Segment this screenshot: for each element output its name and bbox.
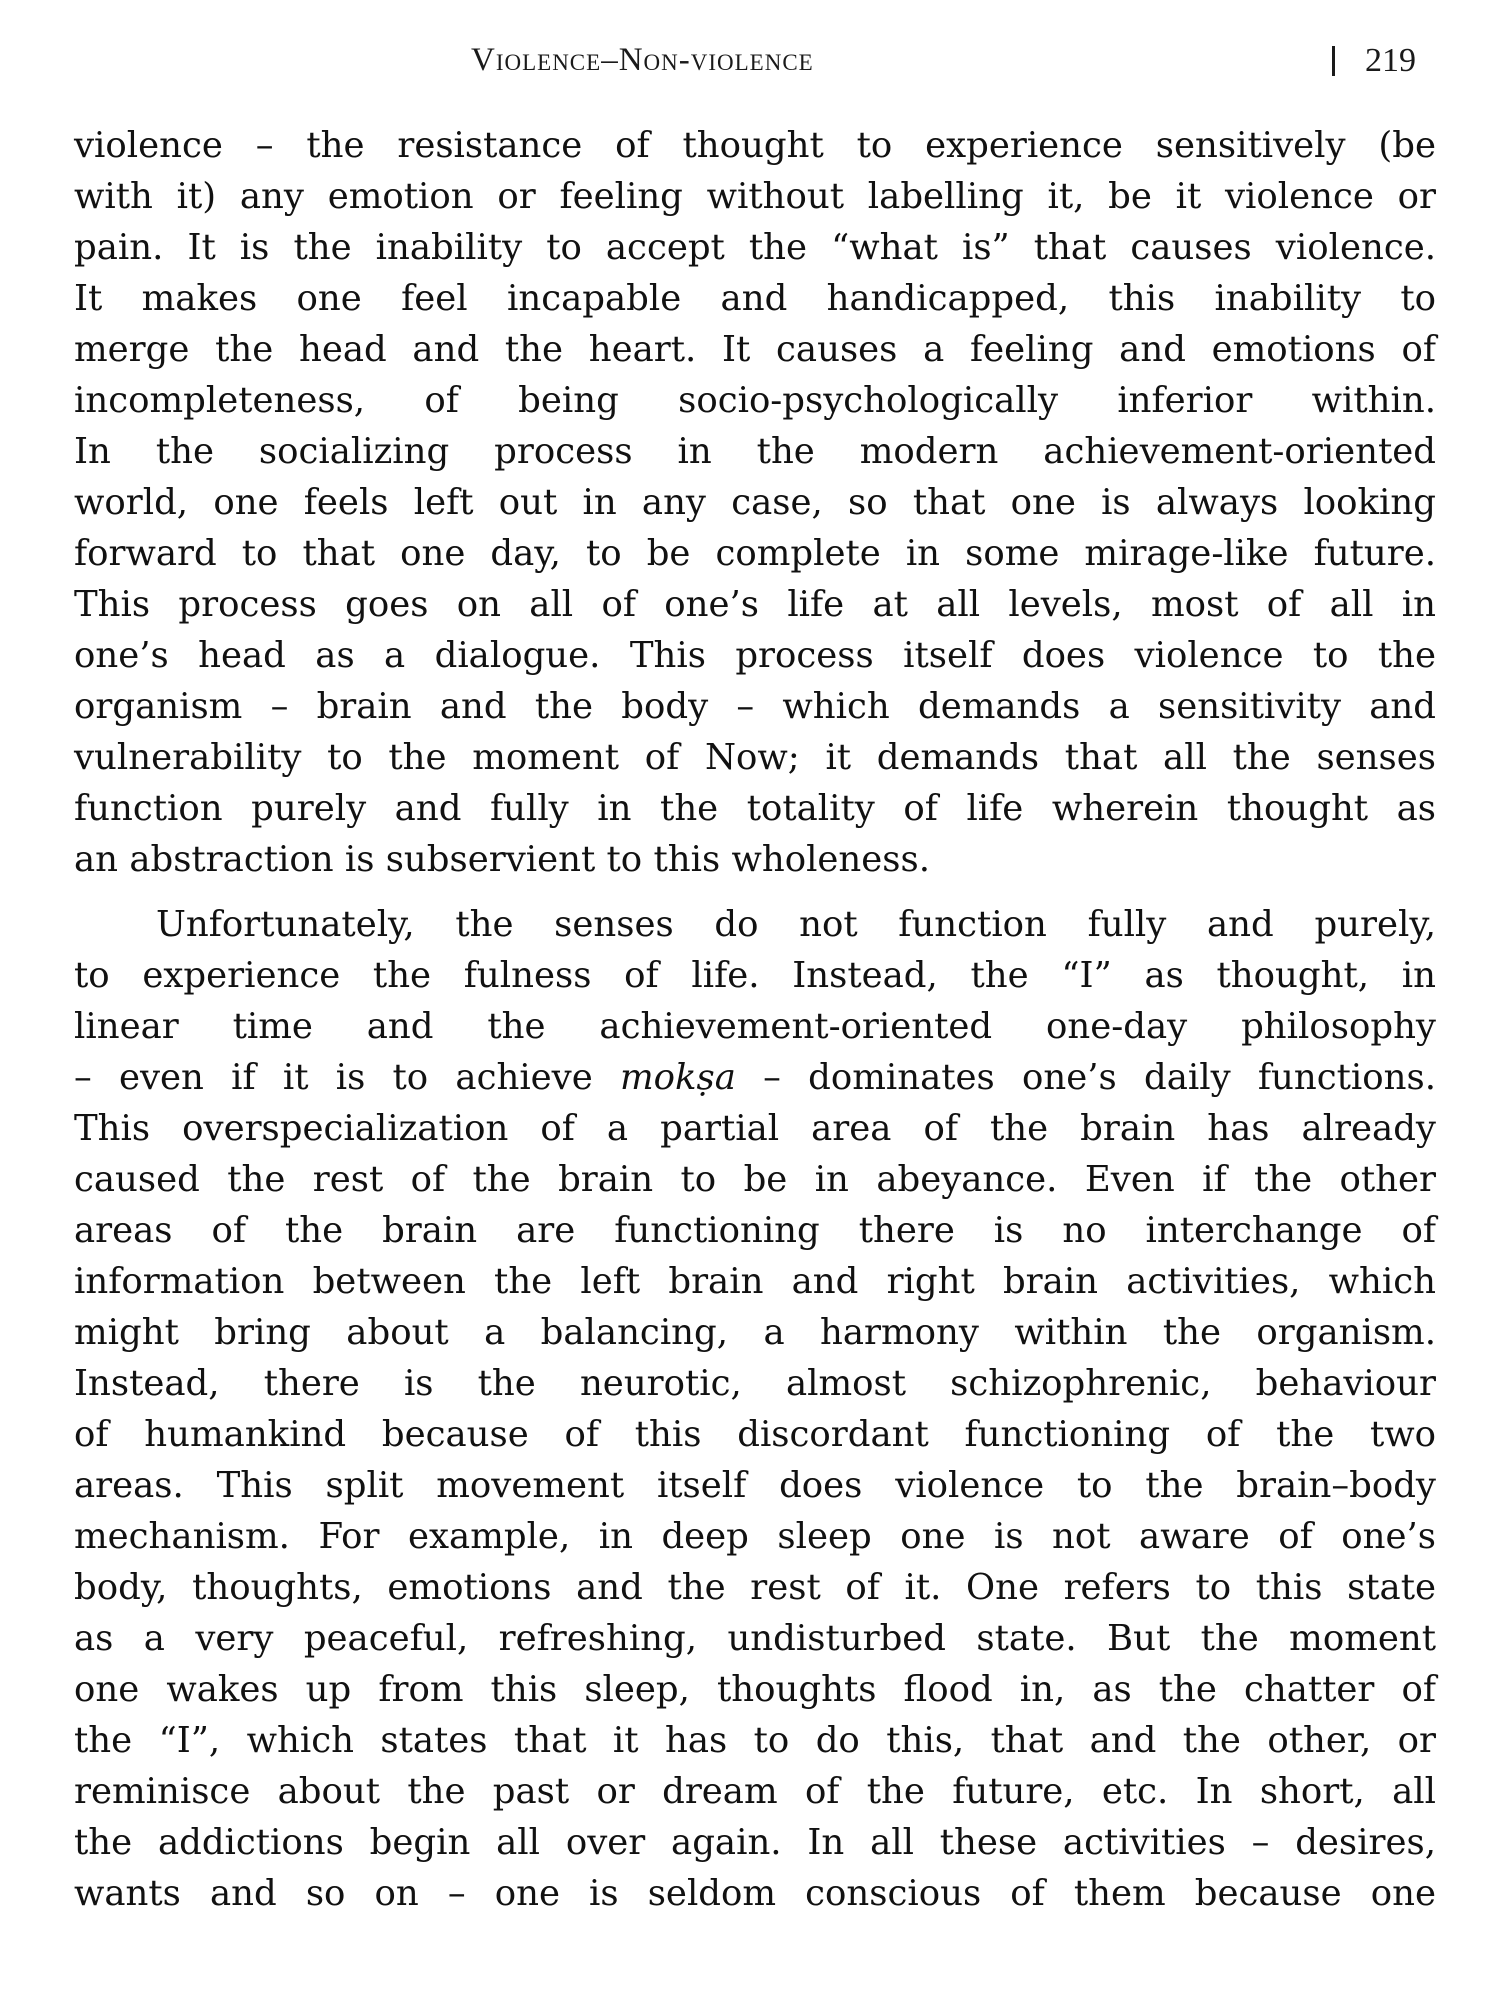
text-line: mechanism. For example, in deep sleep one is not aware of one’s [74, 1516, 1436, 1557]
text-line: Unfortunately, the senses do not function fully and purely, [156, 904, 1436, 945]
page-number: 219 [1365, 42, 1416, 79]
paragraph-1 [74, 120, 1436, 885]
text-line: Instead, there is the neurotic, almost schizophrenic, behaviour [74, 1363, 1436, 1404]
text-line: the addictions begin all over again. In all these activities – desires, [74, 1822, 1436, 1863]
text-line: with it) any emotion or feeling without labelling it, be it violence or [74, 176, 1436, 217]
text-line: reminisce about the past or dream of the future, etc. In short, all [74, 1771, 1436, 1812]
text-line: linear time and the achievement-oriented one-day philosophy [74, 1006, 1436, 1047]
text-line: of humankind because of this discordant functioning of the two [74, 1414, 1436, 1455]
text-line: information between the left brain and right brain activities, which [74, 1261, 1436, 1302]
text-line: caused the rest of the brain to be in abeyance. Even if the other [74, 1159, 1436, 1200]
text-line: organism – brain and the body – which demands a sensitivity and [74, 686, 1436, 727]
text-run: – even if it is to achieve [74, 1057, 620, 1098]
text-line: violence – the resistance of thought to experience sensitively (be [74, 125, 1436, 166]
text-line: This process goes on all of one’s life at all levels, most of all in [74, 584, 1436, 625]
text-line: to experience the fulness of life. Instead, the “I” as thought, in [74, 955, 1436, 996]
italic-term: mokṣa [619, 1057, 736, 1098]
running-head [0, 38, 1500, 88]
text-line: incompleteness, of being socio-psychologically inferior within. [74, 380, 1436, 421]
body-text [74, 120, 1436, 1919]
paragraph-gap [74, 885, 1436, 899]
text-line: areas. This split movement itself does violence to the brain–body [74, 1465, 1436, 1506]
text-line: vulnerability to the moment of Now; it demands that all the senses [74, 737, 1436, 778]
text-line: as a very peaceful, refreshing, undisturbed state. But the moment [74, 1618, 1436, 1659]
text-line: might bring about a balancing, a harmony within the organism. [74, 1312, 1436, 1353]
text-line: one’s head as a dialogue. This process itself does violence to the [74, 635, 1436, 676]
header-separator [1332, 46, 1335, 76]
text-line: pain. It is the inability to accept the “what is” that causes violence. [74, 227, 1436, 268]
text-line: areas of the brain are functioning there is no interchange of [74, 1210, 1436, 1251]
text-line: It makes one feel incapable and handicapped, this inability to [74, 278, 1436, 319]
text-line: the “I”, which states that it has to do this, that and the other, or [74, 1720, 1436, 1761]
text-line-with-italic [74, 1052, 1436, 1103]
text-line: merge the head and the heart. It causes a feeling and emotions of [74, 329, 1436, 370]
text-line: one wakes up from this sleep, thoughts flood in, as the chatter of [74, 1669, 1436, 1710]
text-line: body, thoughts, emotions and the rest of it. One refers to this state [74, 1567, 1436, 1608]
text-line: forward to that one day, to be complete in some mirage-like future. [74, 533, 1436, 574]
text-run: – dominates one’s daily functions. [735, 1057, 1436, 1098]
text-line: In the socializing process in the modern achievement-oriented [74, 431, 1436, 472]
chapter-title: Violence–Non-violence [471, 42, 814, 78]
text-line: world, one feels left out in any case, so that one is always looking [74, 482, 1436, 523]
text-line: This overspecialization of a partial area of the brain has already [74, 1108, 1436, 1149]
text-line: wants and so on – one is seldom conscious of them because one [74, 1873, 1436, 1914]
text-line: function purely and fully in the totality of life wherein thought as [74, 788, 1436, 829]
paragraph-2 [74, 899, 1436, 1919]
text-line: an abstraction is subservient to this wholeness. [74, 839, 931, 880]
